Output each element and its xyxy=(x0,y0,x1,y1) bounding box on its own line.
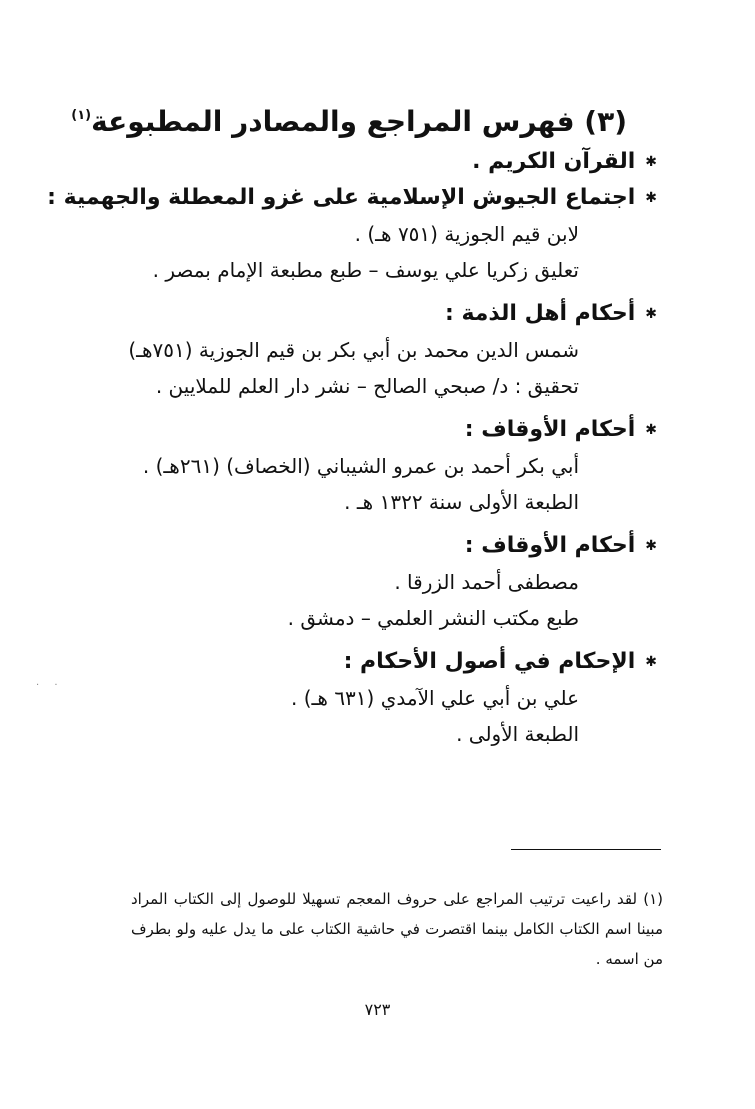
asterisk-icon: ✱ xyxy=(645,538,657,554)
asterisk-icon: ✱ xyxy=(645,654,657,670)
entry-detail: لابن قيم الجوزية (٧٥١ هـ) . xyxy=(354,222,579,246)
list-item xyxy=(97,644,657,752)
page-title xyxy=(71,96,627,142)
entry-heading: اجتماع الجيوش الإسلامية على غزو المعطلة والجهمية : xyxy=(47,185,636,210)
entry-detail: علي بن أبي علي الآمدي (٦٣١ هـ) . xyxy=(291,686,579,710)
entry-heading: الإحكام في أصول الأحكام : xyxy=(343,649,636,674)
asterisk-icon: ✱ xyxy=(645,154,657,170)
footnote: (١) لقد راعيت ترتيب المراجع على حروف المعجم تسهيلا للوصول إلى الكتاب المراد مبينا اسم الكتاب الكامل بينما اقتصرت في حاشية الكتاب على ما يدل عليه ولو بطرف من اسمه . xyxy=(131,890,663,968)
scan-speck: · · xyxy=(36,680,64,691)
entry-detail: تعليق زكريا علي يوسف – طبع مطبعة الإمام بمصر . xyxy=(152,258,579,282)
list-item xyxy=(47,180,657,288)
page-number: ٧٢٣ xyxy=(364,1000,391,1019)
entry-detail: مصطفى أحمد الزرقا . xyxy=(394,570,579,594)
footnote-reference: (١) xyxy=(71,108,92,123)
entry-detail: الطبعة الأولى سنة ١٣٢٢ هـ . xyxy=(344,490,579,514)
asterisk-icon: ✱ xyxy=(645,422,657,438)
entry-detail: طبع مكتب النشر العلمي – دمشق . xyxy=(287,606,579,630)
entry-detail: شمس الدين محمد بن أبي بكر بن قيم الجوزية (٧٥١هـ) xyxy=(128,338,579,362)
footnote-divider xyxy=(511,849,661,850)
entry-detail: تحقيق : د/ صبحي الصالح – نشر دار العلم للملايين . xyxy=(155,374,579,398)
list-item xyxy=(97,144,657,180)
asterisk-icon: ✱ xyxy=(645,306,657,322)
entry-heading: أحكام أهل الذمة : xyxy=(445,301,636,326)
reference-list xyxy=(47,144,657,752)
entry-heading: القرآن الكريم . xyxy=(472,149,636,174)
asterisk-icon: ✱ xyxy=(645,190,657,206)
entry-detail: أبي بكر أحمد بن عمرو الشيباني (الخصاف) (٢٦١هـ) . xyxy=(142,454,579,478)
list-item xyxy=(97,296,657,404)
entry-detail: الطبعة الأولى . xyxy=(456,722,579,746)
list-item xyxy=(97,412,657,520)
entry-heading: أحكام الأوقاف : xyxy=(464,533,636,558)
title-text: (٣) فهرس المراجع والمصادر المطبوعة xyxy=(91,105,627,138)
entry-heading: أحكام الأوقاف : xyxy=(464,417,636,442)
list-item xyxy=(97,528,657,636)
